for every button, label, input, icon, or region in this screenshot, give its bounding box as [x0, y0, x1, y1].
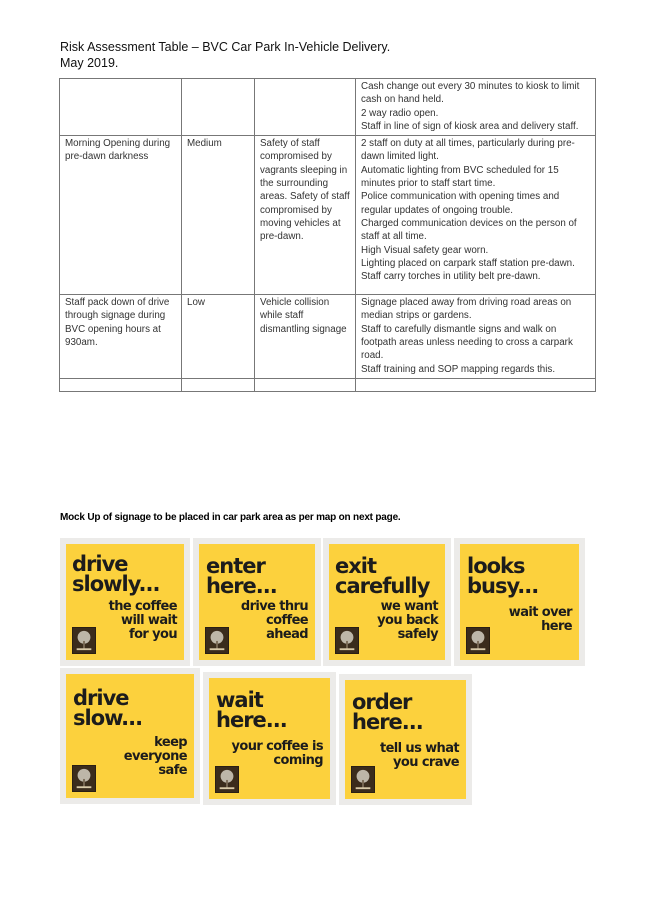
- subtext-line: everyone: [123, 749, 187, 764]
- hazard-cell: Safety of staff compromised by vagrants sleeping in the surrounding areas. Safety of staff compromised by moving vehicles at pre-dawn.: [255, 136, 356, 295]
- table-row: [60, 295, 596, 379]
- control-item: Automatic lighting from BVC scheduled for 15 minutes prior to staff start time.: [361, 164, 559, 190]
- sign-exit-carefully: [323, 538, 451, 666]
- coffee-tree-logo-icon: [72, 627, 96, 654]
- table-row: [60, 79, 596, 136]
- subtext-line: coffee: [266, 613, 308, 628]
- activity-cell: Morning Opening during pre-dawn darkness: [60, 136, 182, 295]
- control-item: Cash change out every 30 minutes to kiosk to limit cash on hand held.: [361, 81, 580, 106]
- sign-headline: [352, 692, 423, 732]
- control-item: Lighting placed on carpark staff station pre-dawn.: [361, 257, 575, 269]
- subtext-line: here: [541, 619, 572, 634]
- sign-looks-busy: [454, 538, 585, 666]
- controls-cell: [356, 378, 596, 391]
- control-item: 2 staff on duty at all times, particularly during pre-dawn limited light.: [361, 138, 575, 163]
- subtext-line: keep: [154, 735, 187, 750]
- sign-drive-slowly: [60, 538, 190, 666]
- coffee-tree-logo-icon: [205, 627, 229, 654]
- coffee-tree-logo-icon: [335, 627, 359, 654]
- sign-wait-here: [203, 672, 336, 805]
- headline-line: here...: [352, 710, 423, 734]
- document-title: [60, 39, 390, 71]
- coffee-tree-logo-icon: [466, 627, 490, 654]
- sign-subtext: [124, 736, 187, 778]
- sign-headline: [206, 556, 277, 596]
- control-item: Staff carry torches in utility belt pre-dawn.: [361, 271, 541, 283]
- headline-line: drive: [72, 552, 128, 576]
- mockup-caption: Mock Up of signage to be placed in car park area as per map on next page.: [60, 512, 401, 523]
- controls-cell: [356, 79, 596, 136]
- sign-headline: [467, 556, 538, 596]
- hazard-cell: [255, 79, 356, 136]
- subtext-line: safely: [397, 627, 438, 642]
- subtext-line: wait over: [508, 605, 572, 620]
- sign-drive-slow: [60, 668, 200, 804]
- sign-subtext: [377, 600, 438, 642]
- subtext-line: we want: [380, 599, 438, 614]
- headline-line: here...: [206, 574, 277, 598]
- control-item: Staff in line of sign of kiosk area and delivery staff.: [361, 120, 579, 132]
- table-row: [60, 378, 596, 391]
- control-item: 2 way radio open.: [361, 107, 439, 119]
- subtext-line: you crave: [393, 755, 459, 770]
- activity-cell: Staff pack down of drive through signage during BVC opening hours at 930am.: [60, 295, 182, 379]
- sign-order-here: [339, 674, 472, 805]
- title-line-2: May 2019.: [60, 56, 119, 70]
- headline-line: carefully: [335, 574, 430, 598]
- rating-cell: [182, 79, 255, 136]
- risk-assessment-table: [59, 78, 596, 392]
- subtext-line: ahead: [266, 627, 308, 642]
- headline-line: slowly...: [72, 572, 160, 596]
- control-item: Charged communication devices on the person of staff at all time.: [361, 217, 577, 243]
- sign-subtext: [109, 600, 177, 642]
- control-item: Staff training and SOP mapping regards this.: [361, 363, 556, 375]
- headline-line: order: [352, 690, 412, 714]
- hazard-cell: Vehicle collision while staff dismantling signage: [255, 295, 356, 379]
- sign-subtext: [241, 600, 308, 642]
- coffee-tree-logo-icon: [72, 765, 96, 792]
- headline-line: slow...: [73, 706, 143, 730]
- sign-headline: [73, 688, 142, 728]
- control-item: Police communication with opening times and regular updates of ongoing trouble.: [361, 191, 560, 216]
- headline-line: drive: [73, 686, 129, 710]
- headline-line: wait: [216, 688, 263, 712]
- subtext-line: your coffee is: [231, 739, 323, 754]
- headline-line: looks: [467, 554, 525, 578]
- subtext-line: the coffee: [108, 599, 177, 614]
- controls-cell: [356, 295, 596, 379]
- hazard-cell: [255, 378, 356, 391]
- control-item: High Visual safety gear worn.: [361, 244, 489, 256]
- control-item: Staff to carefully dismantle signs and walk on footpath areas unless needing to cross a carpark road.: [361, 323, 573, 362]
- sign-headline: [335, 556, 429, 596]
- sign-subtext: [509, 606, 572, 634]
- subtext-line: tell us what: [379, 741, 459, 756]
- sign-headline: [216, 690, 287, 730]
- activity-cell: [60, 79, 182, 136]
- sign-headline: [72, 554, 159, 594]
- control-item: Signage placed away from driving road areas on median strips or gardens.: [361, 297, 572, 322]
- rating-cell: Medium: [182, 136, 255, 295]
- headline-line: enter: [206, 554, 265, 578]
- subtext-line: for you: [129, 627, 177, 642]
- controls-cell: [356, 136, 596, 295]
- subtext-line: safe: [158, 763, 187, 778]
- coffee-tree-logo-icon: [351, 766, 375, 793]
- headline-line: here...: [216, 708, 287, 732]
- subtext-line: you back: [377, 613, 438, 628]
- rating-cell: [182, 378, 255, 391]
- subtext-line: will wait: [121, 613, 177, 628]
- title-line-1: Risk Assessment Table – BVC Car Park In-Vehicle Delivery.: [60, 40, 391, 54]
- coffee-tree-logo-icon: [215, 766, 239, 793]
- activity-cell: [60, 378, 182, 391]
- sign-enter-here: [193, 538, 321, 666]
- rating-cell: Low: [182, 295, 255, 379]
- headline-line: exit: [335, 554, 377, 578]
- headline-line: busy...: [467, 574, 539, 598]
- sign-subtext: [380, 742, 459, 770]
- sign-subtext: [232, 740, 324, 768]
- table-row: [60, 136, 596, 295]
- subtext-line: drive thru: [240, 599, 308, 614]
- subtext-line: coming: [273, 753, 323, 768]
